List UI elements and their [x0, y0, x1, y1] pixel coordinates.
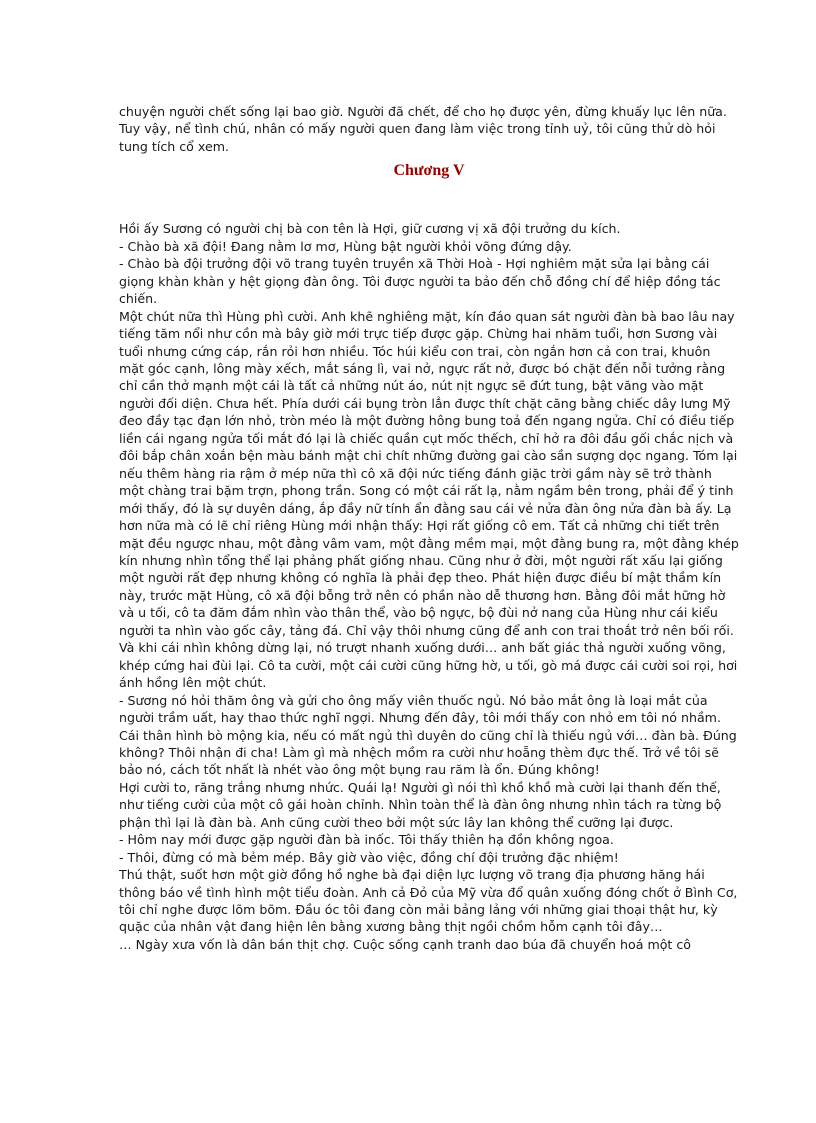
intro-paragraph: chuyện người chết sống lại bao giờ. Người đã chết, để cho họ được yên, đừng khuấy lục lên nữa. Tuy vậy, nể tình chú, nhân có mấy người quen đang làm việc trong tỉnh uỷ, tôi cũng thử dò hỏi tung tích cổ xem.	[119, 104, 727, 154]
section-spacer	[119, 183, 739, 220]
body-paragraph: … Ngày xưa vốn là dân bán thịt chợ. Cuộc sống cạnh tranh dao búa đã chuyển hoá một cô	[119, 936, 691, 952]
document-page	[119, 103, 739, 953]
chapter-body	[119, 220, 739, 953]
body-paragraph: - Thôi, đừng có mà bẻm mép. Bây giờ vào việc, đồng chí đội trưởng đặc nhiệm!	[119, 849, 619, 865]
body-paragraph: Thú thật, suốt hơn một giờ đồng hồ nghe bà đại diện lực lượng võ trang địa phương hăng hái thông báo về tình hình một tiểu đoàn. Anh cả Đỏ của Mỹ vừa đổ quân xuống đóng chốt ở Bình Cơ, tôi chỉ nghe được lõm bõm. Đầu óc tôi đang còn mải bảng lảng với những giai thoại thật hư, kỳ quặc của nhân vật đang hiện lên bằng xương bằng thịt ngồi chồm hỗm cạnh tôi đây…	[119, 867, 738, 935]
chapter-title: Chương V	[393, 162, 465, 180]
body-paragraph: Hợi cười to, răng trắng nhưng nhức. Quái lạ! Người gì nói thì khồ khồ mà cười lại thanh đến thế, như tiếng cười của một cô gái hoàn chỉnh. Nhìn toàn thể là đàn ông nhưng nhìn tách ra từng bộ phận thì lại là đàn bà. Anh cũng cười theo bởi một sức lây lan không thể cưỡng lại được.	[119, 779, 722, 830]
body-paragraph: - Chào bà xã đội! Đang nằm lơ mơ, Hùng bật người khỏi võng đứng dậy.	[119, 238, 572, 254]
body-paragraph: - Hôm nay mới được gặp người đàn bà inốc. Tôi thấy thiên hạ đồn không ngoa.	[119, 832, 614, 848]
body-paragraph: Một chút nữa thì Hùng phì cười. Anh khẽ nghiêng mặt, kín đáo quan sát người đàn bà bao lâu nay tiếng tăm nổi như cồn mà bây giờ mới trực tiếp được gặp. Chừng hai nhăm tuổi, hơn Sương vài tuổi nhưng cứng cáp, rắn rỏi hơn nhiều. Tóc húi kiểu con trai, còn ngắn hơn cả con trai, khuôn mặt góc cạnh, lông mày xếch, mắt sáng lì, vai nở, ngực rất nở, được bó chặt đến nỗi tưởng rằng chỉ cần thở mạnh một cái là tất cả những nút áo, nút nịt ngực sẽ đứt tung, bật văng vào mặt người đối diện. Chưa hết. Phía dưới cái bụng tròn lẳn được thít chặt căng bằng chiếc dây lưng Mỹ đeo đầy tạc đạn lớn nhỏ, tròn méo là một đường hông bung toả đến ngang ngửa. Chỉ có điều tiếp liền cái ngang ngửa tối mắt đó lại là chiếc quần cụt mốc thếch, chỉ hở ra đôi đầu gối chắc nịch và đôi bắp chân xoắn bện màu bánh mật chi chít những đường gai cào sần sượng dọc ngang. Tóm lại nếu thêm hàng ria rậm ở mép nữa thì cô xã đội nức tiếng đánh giặc trời gầm này sẽ trở thành một chàng trai bặm trợn, phong trần. Song có một cái rất lạ, nằm ngầm bên trong, phải để ý tinh mới thấy, đó là sự duyên dáng, ắp đầy nữ tính ẩn đằng sau cái vẻ nửa đàn ông nửa đàn bà ấy. Lạ hơn nữa mà có lẽ chỉ riêng Hùng mới nhận thấy: Hợi rất giống cô em. Tất cả những chi tiết trên mặt đều ngược nhau, một đằng vâm vam, một đằng mềm mại, một đằng bung ra, một đằng khép kín nhưng nhìn tổng thể lại phảng phất giống nhau. Cũng như ở đời, một người rất xấu lại giống một người rất đẹp nhưng không có nghĩa là phải đẹp theo. Phát hiện được điều bí mật thầm kín này, trước mặt Hùng, cô xã đội bỗng trở nên có phần nào dễ thương hơn. Bằng đôi mắt hững hờ và u tối, cô ta đăm đắm nhìn vào thân thể, vào bộ ngực, bộ đùi nở nang của Hùng như cái kiểu người ta nhìn vào gốc cây, tảng đá. Chỉ vậy thôi nhưng cũng để anh con trai thoắt trở nên bối rối. Và khi cái nhìn không dừng lại, nó trượt nhanh xuống dưới… anh bất giác thả người xuống võng, khép cứng hai đùi lại. Cô ta cười, một cái cười cũng hững hờ, u tối, gò má được cái cười soi rọi, hơi ánh hồng lên một chút.	[119, 308, 739, 691]
body-paragraph: Hồi ấy Sương có người chị bà con tên là Hợi, giữ cương vị xã đội trưởng du kích.	[119, 221, 621, 237]
body-paragraph: - Sương nó hỏi thăm ông và gửi cho ông mấy viên thuốc ngủ. Nó bảo mắt ông là loại mắt của người trầm uất, hay thao thức nghĩ ngợi. Nhưng đến đây, tôi mới thấy con nhỏ em tôi nó nhầm. Cái thân hình bò mộng kia, nếu có mất ngủ thì duyên do cũng chỉ là thiếu ngủ với… đàn bà. Đúng không? Thôi nhận đi cha! Làm gì mà nhệch mồm ra cười như hoẵng thèm đực thế. Trở về tôi sẽ bảo nó, cách tốt nhất là nhét vào ông một bụng rau răm là ổn. Đúng không!	[119, 692, 737, 778]
body-paragraph: - Chào bà đội trưởng đội võ trang tuyên truyền xã Thời Hoà - Hợi nghiêm mặt sửa lại bằng cái giọng khàn khàn y hệt giọng đàn ông. Tôi được người ta bảo đến chỗ đồng chí để hiệp đồng tác chiến.	[119, 256, 721, 307]
